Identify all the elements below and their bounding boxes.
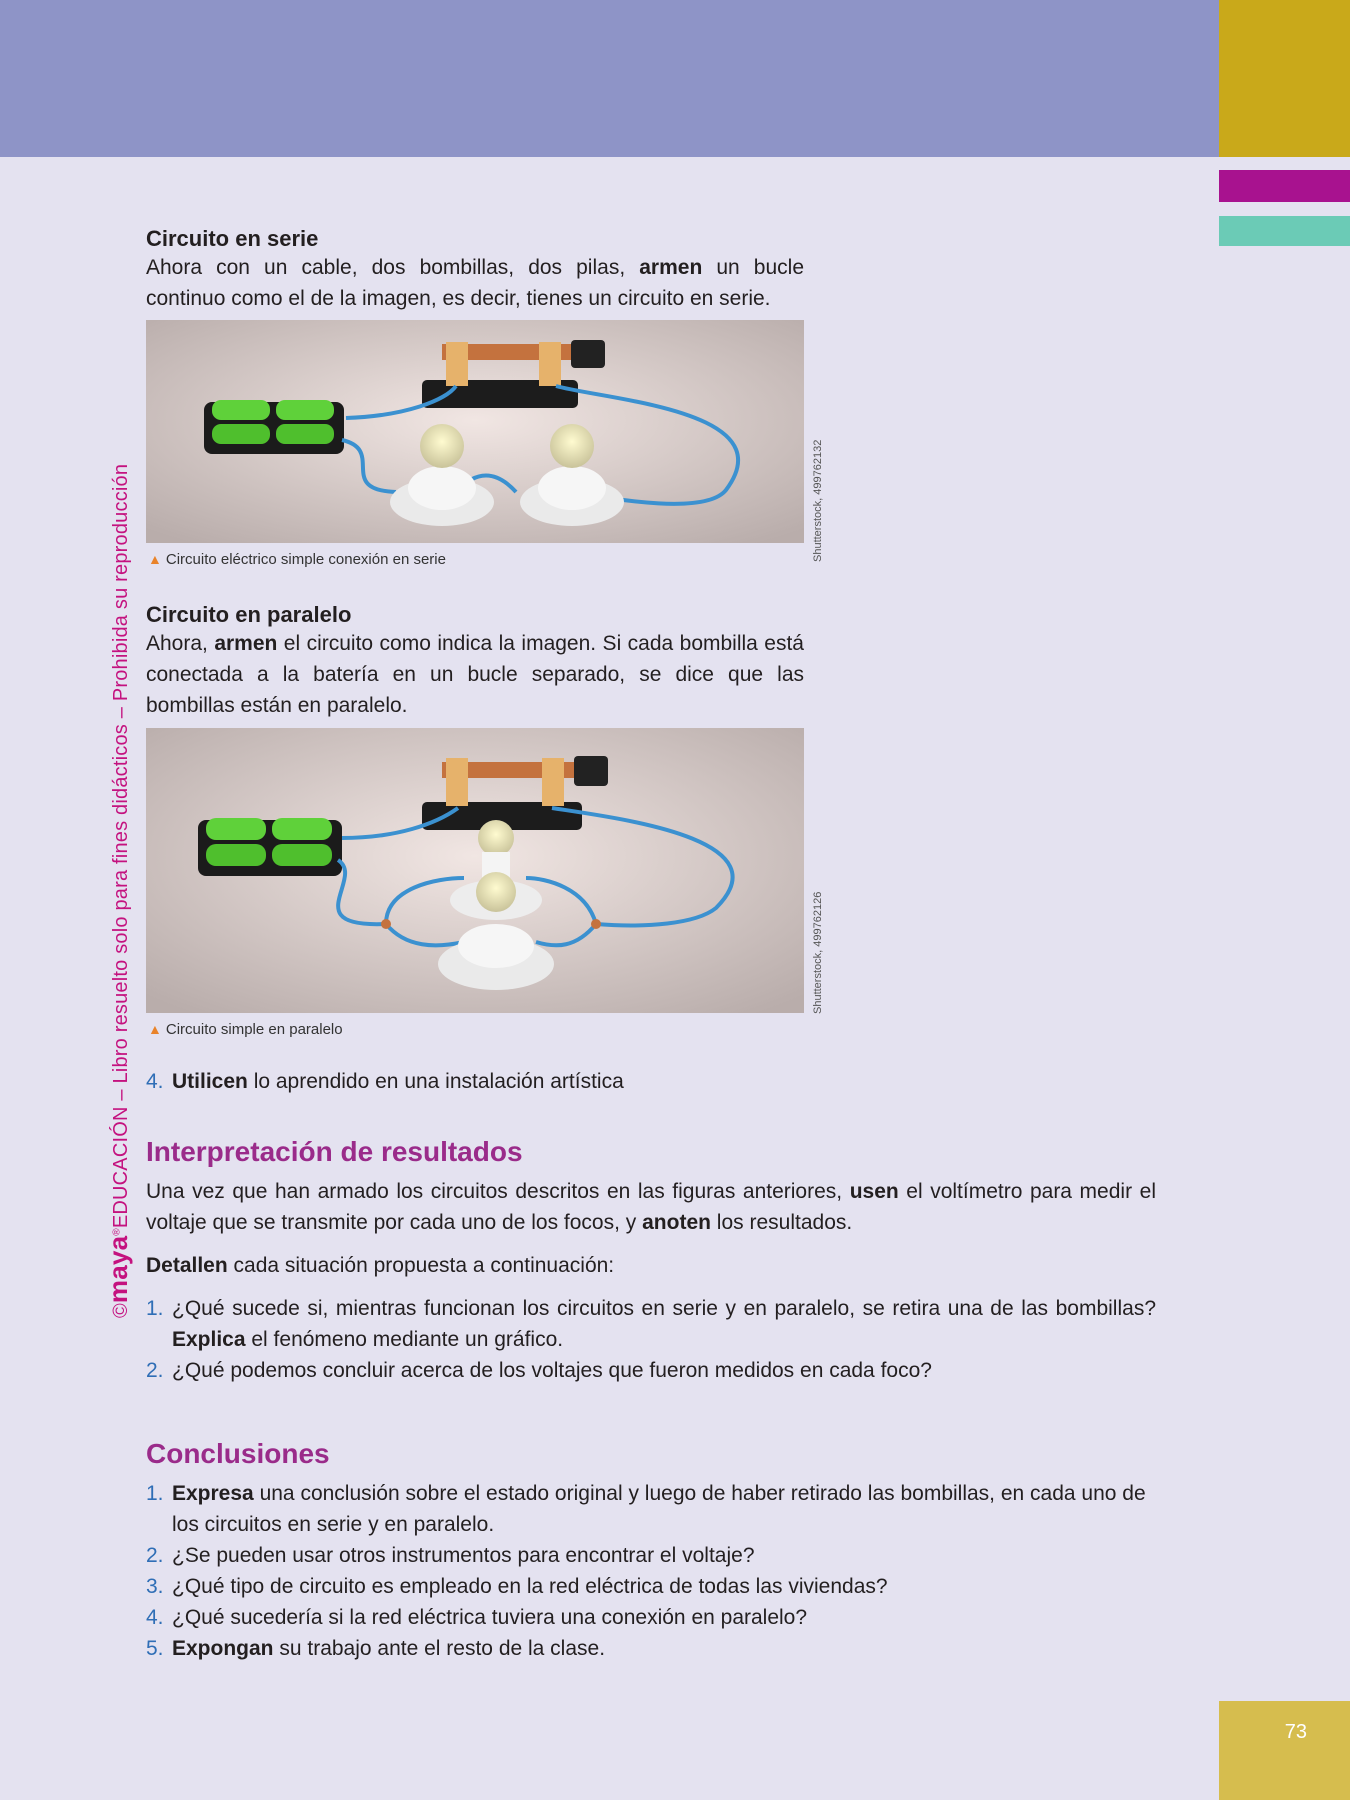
sidebar-copyright: ©maya®EDUCACIÓN – Libro resuelto solo para fines didácticos – Prohibida su reproducción <box>103 463 133 1318</box>
paralelo-circuit-photo <box>146 728 804 1013</box>
interpretacion-instruction: Detallen cada situación propuesta a continuación: <box>146 1254 615 1277</box>
conclusiones-title: Conclusiones <box>146 1438 330 1469</box>
serie-title: Circuito en serie <box>146 226 319 251</box>
header-band <box>0 0 1219 157</box>
triangle-icon: ▲ <box>148 1021 162 1037</box>
paralelo-section <box>146 602 804 721</box>
list-item: 4. Utilicen lo aprendido en una instalación artística <box>146 1070 624 1093</box>
interpretacion-paragraph: Una vez que han armado los circuitos descritos en las figuras anteriores, usen el voltímetro para medir el voltaje que se transmite por cada uno de los focos, y anoten los resultados. <box>146 1180 1156 1234</box>
list-item: 4. ¿Qué sucedería si la red eléctrica tuviera una conexión en paralelo? <box>146 1606 808 1629</box>
header-tab-gold <box>1219 0 1350 157</box>
interpretacion-body <box>146 1176 1156 1386</box>
list-item: 1. ¿Qué sucede si, mientras funcionan los circuitos en serie y en paralelo, se retira una de las bombillas? Explica el fenómeno mediante un gráfico. <box>146 1297 1156 1351</box>
header-tab-teal <box>1219 216 1350 246</box>
serie-section <box>146 226 804 314</box>
list-item: 5. Expongan su trabajo ante el resto de la clase. <box>146 1637 606 1660</box>
serie-photo-credit: Shutterstock, 499762132 <box>812 439 824 562</box>
paralelo-title: Circuito en paralelo <box>146 602 352 627</box>
page-number: 73 <box>1284 1721 1307 1743</box>
interpretacion-title: Interpretación de resultados <box>146 1136 523 1167</box>
serie-caption: ▲ Circuito eléctrico simple conexión en serie <box>148 551 446 568</box>
serie-circuit-photo <box>146 320 804 543</box>
step-4 <box>146 1066 1156 1097</box>
list-item: 1. Expresa una conclusión sobre el estado original y luego de haber retirado las bombillas, en cada uno de los circuitos en serie y en paralelo. <box>146 1482 1146 1536</box>
paralelo-text: Ahora, armen el circuito como indica la imagen. Si cada bombilla está conectada a la batería en un bucle separado, se dice que las bombillas están en paralelo. <box>146 632 804 717</box>
serie-text: Ahora con un cable, dos bombillas, dos pilas, armen un bucle continuo como el de la imagen, es decir, tienes un circuito en serie. <box>146 256 805 310</box>
paralelo-caption: ▲ Circuito simple en paralelo <box>148 1021 343 1038</box>
list-item: 3. ¿Qué tipo de circuito es empleado en la red eléctrica de todas las viviendas? <box>146 1575 888 1598</box>
paralelo-photo-credit: Shutterstock, 499762126 <box>812 891 824 1014</box>
list-item: 2. ¿Se pueden usar otros instrumentos para encontrar el voltaje? <box>146 1544 755 1567</box>
header-tab-magenta <box>1219 170 1350 202</box>
list-item: 2. ¿Qué podemos concluir acerca de los voltajes que fueron medidos en cada foco? <box>146 1359 932 1382</box>
conclusiones-list <box>146 1478 1156 1664</box>
page-number-box <box>1219 1701 1350 1800</box>
triangle-icon: ▲ <box>148 551 162 567</box>
